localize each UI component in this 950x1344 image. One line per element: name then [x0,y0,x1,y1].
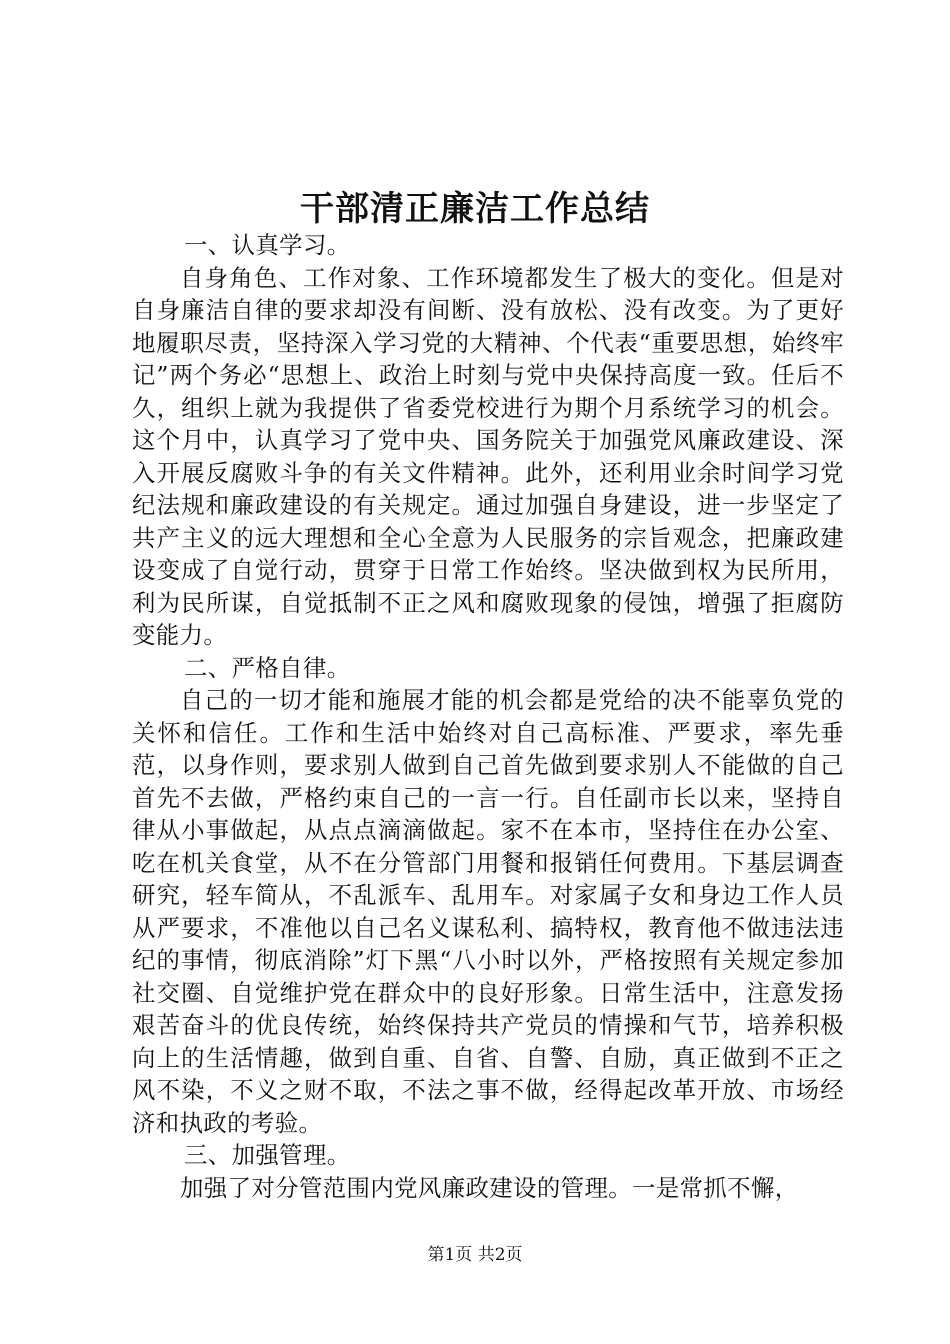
document-body [132,229,844,1204]
document-title: 干部清正廉洁工作总结 [300,189,650,229]
section-heading-1: 一、认真学习。 [184,231,351,259]
section-heading-3: 三、加强管理。 [184,1141,351,1169]
section-heading-2: 二、严格自律。 [184,653,351,682]
section-paragraph-3: 加强了对分管范围内党风廉政建设的管理。一是常抓不懈， [180,1173,799,1202]
section-paragraph-2: 自己的一切才能和施展才能的机会都是党给的决不能辜负党的关怀和信任。工作和生活中始终对自己高标准、严要求，率先垂范，以身作则，要求别人做到自己首先做到要求别人不能做的自己首先不去做，严格约束自己的一言一行。自任副市长以来，坚持自律从小事做起，从点点滴滴做起。家不在本市，坚持住在办公室、吃在机关食堂，从不在分管部门用餐和报销任何费用。下基层调查研究，轻车简从，不乱派车、乱用车。对家属子女和身边工作人员从严要求，不准他以自己名义谋私利、搞特权，教育他不做违法违纪的事情，彻底消除”灯下黑“八小时以外，严格按照有关规定参加社交圈、自觉维护党在群众中的良好形象。日常生活中，注意发扬艰苦奋斗的优良传统，始终保持共产党员的情操和气节，培养积极向上的生活情趣，做到自重、自省、自警、自励，真正做到不正之风不染，不义之财不取，不法之事不做，经得起改革开放、市场经济和执政的考验。 [132,686,844,1137]
page-footer: 第1页 共2页 [427,1245,523,1265]
section-paragraph-1: 自身角色、工作对象、工作环境都发生了极大的变化。但是对自身廉洁自律的要求却没有间断、没有放松、没有改变。为了更好地履职尽责，坚持深入学习党的大精神、个代表“重要思想，始终牢记”两个务必“思想上、政治上时刻与党中央保持高度一致。任后不久，组织上就为我提供了省委党校进行为期个月系统学习的机会。这个月中，认真学习了党中央、国务院关于加强党风廉政建设、深入开展反腐败斗争的有关文件精神。此外，还利用业余时间学习党纪法规和廉政建设的有关规定。通过加强自身建设，进一步坚定了共产主义的远大理想和全心全意为人民服务的宗旨观念，把廉政建设变成了自觉行动，贯穿于日常工作始终。坚决做到权为民所用，利为民所谋，自觉抵制不正之风和腐败现象的侵蚀，增强了拒腐防变能力。 [132,263,844,649]
